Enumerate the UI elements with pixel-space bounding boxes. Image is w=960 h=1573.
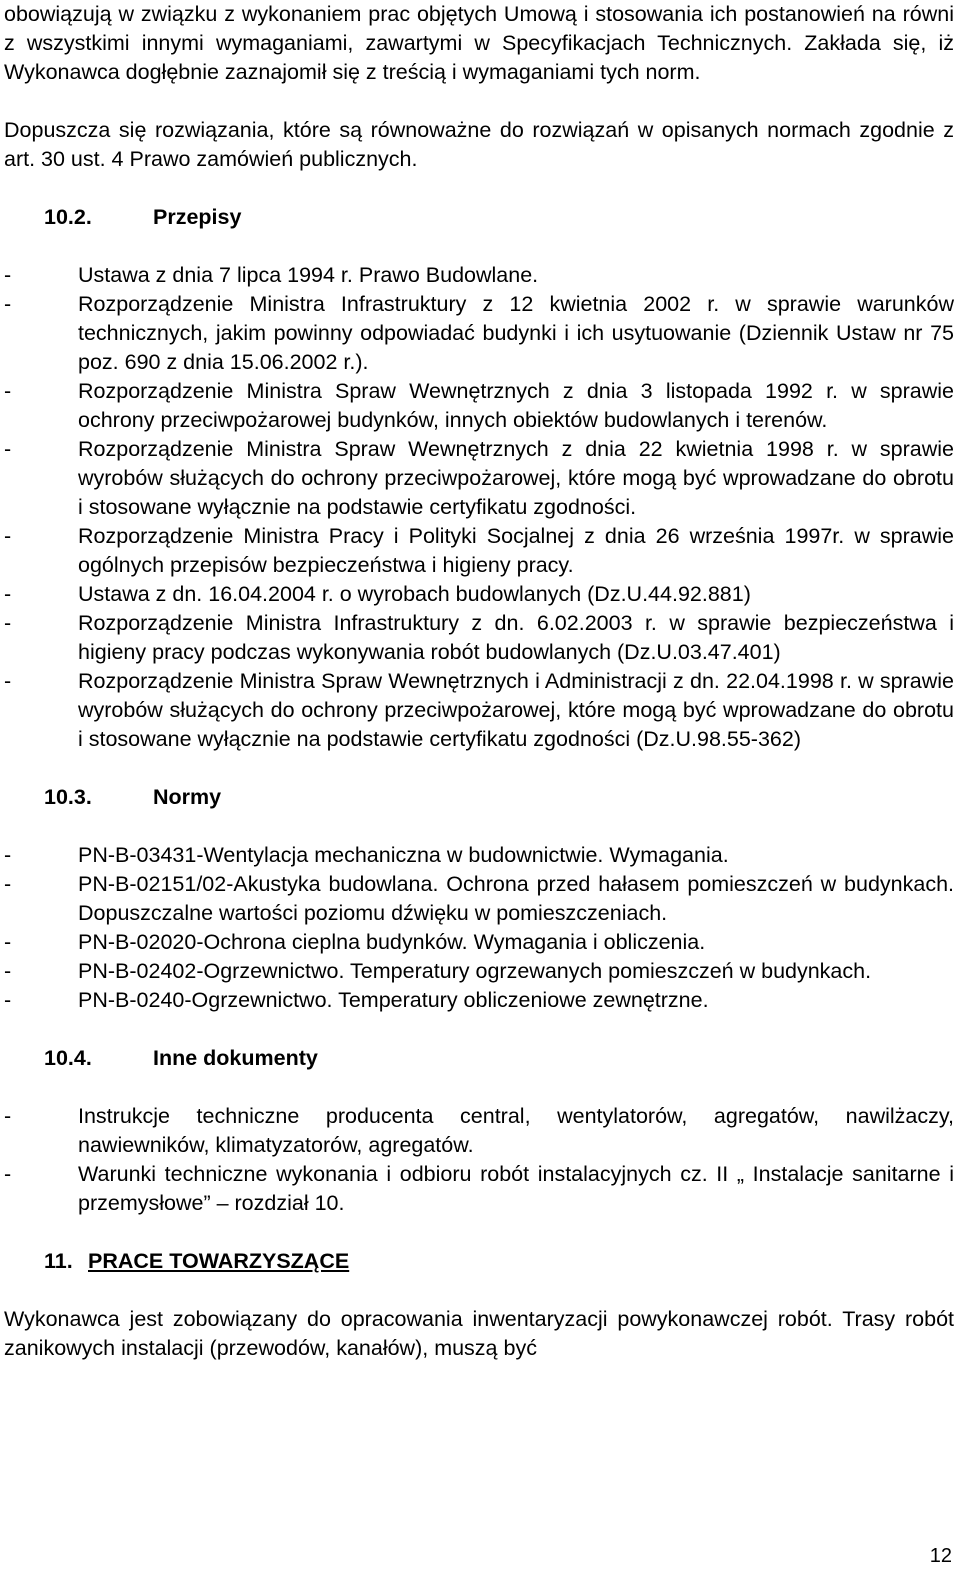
list-item: - Rozporządzenie Ministra Infrastruktury z 12 kwietnia 2002 r. w sprawie warunków technicznych, jakim powinny odpowiadać budynki i ich usytuowanie (Dziennik Ustaw nr 75 poz. 690 z dnia 15.06.2002 r.).	[4, 290, 954, 377]
list-item: - Instrukcje techniczne producenta central, wentylatorów, agregatów, nawilżaczy, nawiewników, klimatyzatorów, agregatów.	[4, 1102, 954, 1160]
list-item: - PN-B-02020-Ochrona cieplna budynków. Wymagania i obliczenia.	[4, 928, 954, 957]
page-number: 12	[929, 1545, 952, 1567]
document-page	[4, 0, 954, 1363]
chapter-title: PRACE TOWARZYSZĄCE	[88, 1249, 350, 1273]
standards-list	[4, 841, 954, 1015]
list-item: - PN-B-02151/02-Akustyka budowlana. Ochrona przed hałasem pomieszczeń w budynkach. Dopuszczalne wartości poziomu dźwięku w pomieszczeniach.	[4, 870, 954, 928]
list-item: - Rozporządzenie Ministra Infrastruktury z dn. 6.02.2003 r. w sprawie bezpieczeństwa i higieny pracy podczas wykonywania robót budowlanych (Dz.U.03.47.401)	[4, 609, 954, 667]
section-number: 10.3.	[44, 785, 92, 809]
section-number: 10.4.	[44, 1046, 92, 1070]
section-heading-normy	[44, 783, 954, 812]
list-item: - PN-B-0240-Ogrzewnictwo. Temperatury obliczeniowe zewnętrzne.	[4, 986, 954, 1015]
other-documents-list	[4, 1102, 954, 1218]
list-item: - Ustawa z dn. 16.04.2004 r. o wyrobach budowlanych (Dz.U.44.92.881)	[4, 580, 954, 609]
chapter-heading	[44, 1247, 954, 1276]
list-item: - PN-B-02402-Ogrzewnictwo. Temperatury ogrzewanych pomieszczeń w budynkach.	[4, 957, 954, 986]
paragraph-norms-obligation: obowiązują w związku z wykonaniem prac objętych Umową i stosowania ich postanowień na równi z wszystkimi innymi wymaganiami, zawartymi w Specyfikacjach Technicznych. Zakłada się, iż Wykonawca dogłębnie zaznajomił się z treścią i wymaganiami tych norm.	[4, 2, 954, 84]
section-title: Przepisy	[153, 205, 242, 229]
list-item: - Rozporządzenie Ministra Pracy i Polityki Socjalnej z dnia 26 września 1997r. w sprawie ogólnych przepisów bezpieczeństwa i higieny pracy.	[4, 522, 954, 580]
section-heading-inne-dokumenty	[44, 1044, 954, 1073]
list-item: - Rozporządzenie Ministra Spraw Wewnętrznych i Administracji z dn. 22.04.1998 r. w sprawie wyrobów służących do ochrony przeciwpożarowej, które mogą być wprowadzane do obrotu i stosowane wyłącznie na podstawie certyfikatu zgodności (Dz.U.98.55-362)	[4, 667, 954, 754]
chapter-number: 11.	[44, 1249, 73, 1273]
list-item: - Rozporządzenie Ministra Spraw Wewnętrznych z dnia 22 kwietnia 1998 r. w sprawie wyrobów służących do ochrony przeciwpożarowej, które mogą być wprowadzane do obrotu i stosowane wyłącznie na podstawie certyfikatu zgodności.	[4, 435, 954, 522]
paragraph-equivalent-solutions: Dopuszcza się rozwiązania, które są równoważne do rozwiązań w opisanych normach zgodnie z art. 30 ust. 4 Prawo zamówień publicznych.	[4, 118, 954, 171]
chapter-paragraph: Wykonawca jest zobowiązany do opracowania inwentaryzacji powykonawczej robót. Trasy robót zanikowych instalacji (przewodów, kanałów), muszą być	[4, 1307, 954, 1360]
list-item: - Warunki techniczne wykonania i odbioru robót instalacyjnych cz. II „ Instalacje sanitarne i przemysłowe” – rozdział 10.	[4, 1160, 954, 1218]
regulations-list	[4, 261, 954, 754]
list-item: - Rozporządzenie Ministra Spraw Wewnętrznych z dnia 3 listopada 1992 r. w sprawie ochrony przeciwpożarowej budynków, innych obiektów budowlanych i terenów.	[4, 377, 954, 435]
section-heading-przepisy	[44, 203, 954, 232]
list-item: - PN-B-03431-Wentylacja mechaniczna w budownictwie. Wymagania.	[4, 841, 954, 870]
section-number: 10.2.	[44, 205, 92, 229]
list-item: - Ustawa z dnia 7 lipca 1994 r. Prawo Budowlane.	[4, 261, 954, 290]
section-title: Normy	[153, 785, 222, 809]
section-title: Inne dokumenty	[153, 1046, 318, 1070]
